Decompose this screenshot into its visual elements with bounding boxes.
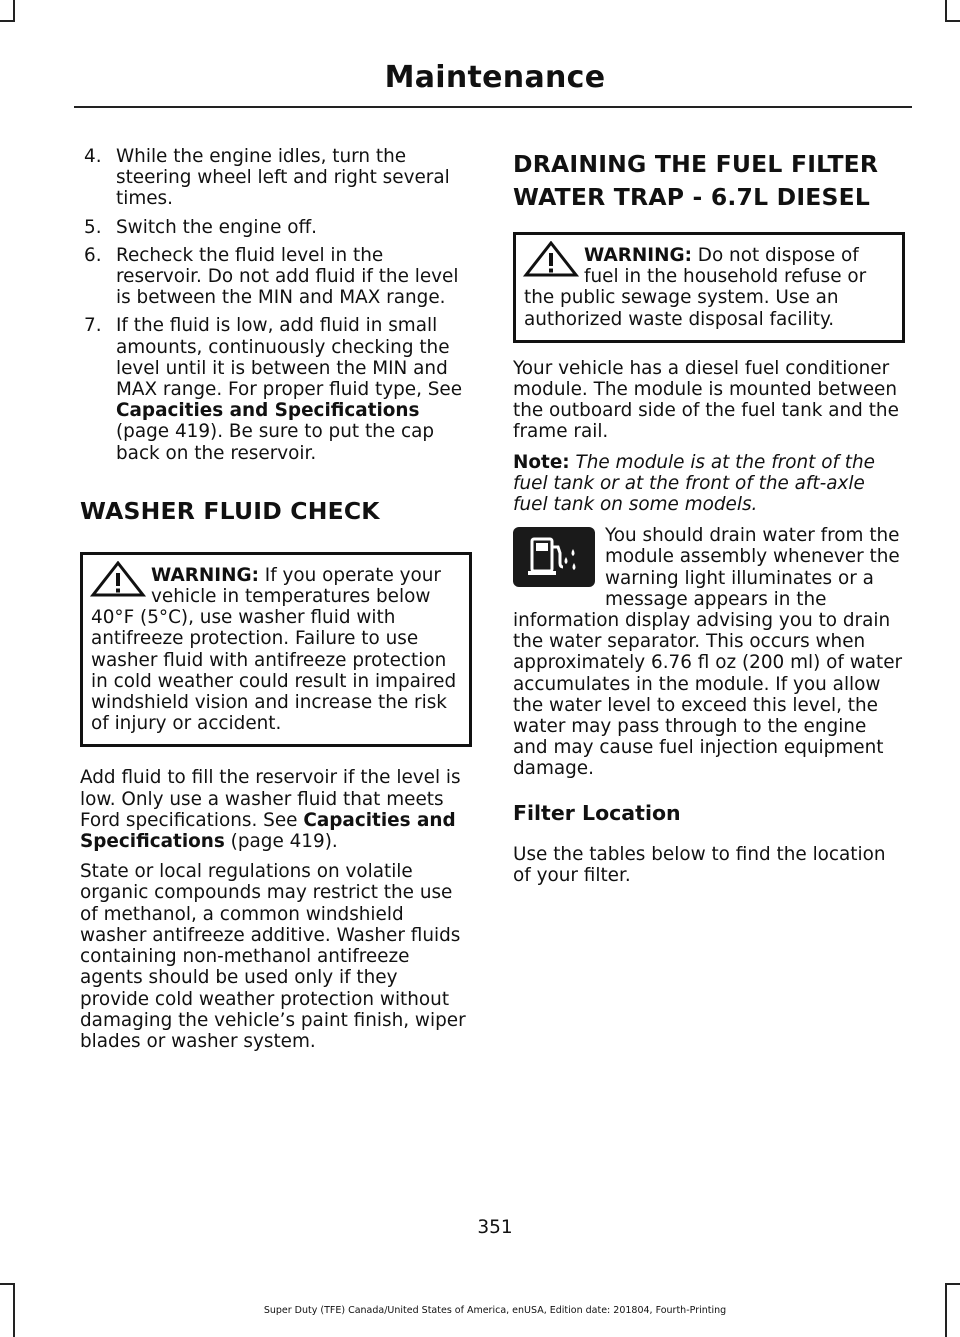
crop-mark-top-left-v bbox=[13, 0, 15, 22]
note-paragraph bbox=[513, 452, 905, 516]
crop-mark-bottom-right-h bbox=[945, 1283, 960, 1285]
crop-mark-bottom-left-h bbox=[0, 1283, 15, 1285]
warning-label: WARNING: bbox=[584, 245, 692, 266]
header-rule bbox=[74, 106, 912, 108]
warning-triangle-icon bbox=[89, 561, 147, 597]
warning-label: WARNING: bbox=[151, 564, 259, 586]
water-in-fuel-icon bbox=[513, 527, 595, 587]
step-5: 5. Switch the engine off. bbox=[84, 216, 318, 238]
page-number: 351 bbox=[477, 1217, 513, 1238]
add-fluid-paragraph: Add fluid to fill the reservoir if the level is low. Only use a washer fluid that meets Ford specifications. See Capacities and Specifications (page 419). bbox=[80, 767, 461, 853]
conditioner-paragraph: Your vehicle has a diesel fuel conditioner module. The module is mounted between the outboard side of the fuel tank and the frame rail. bbox=[513, 357, 899, 443]
filter-location-heading: Filter Location bbox=[513, 800, 681, 825]
steps-list bbox=[80, 146, 472, 464]
washer-fluid-heading: WASHER FLUID CHECK bbox=[80, 496, 380, 525]
fuel-filter-heading-line2: WATER TRAP - 6.7L DIESEL bbox=[513, 183, 871, 211]
step-6: 6. Recheck the fluid level in the reservoir. Do not add fluid if the level is between the MIN and MAX range. bbox=[84, 244, 459, 309]
filter-location-paragraph: Use the tables below to find the location of your filter. bbox=[513, 843, 886, 886]
right-column bbox=[513, 146, 905, 895]
note-text: The module is at the front of the fuel tank or at the front of the aft-axle fuel tank on some models. bbox=[513, 451, 875, 516]
fuel-warning-box bbox=[513, 232, 905, 343]
section-title: Maintenance bbox=[384, 60, 606, 95]
capacities-link-2[interactable]: Capacities and Specifications bbox=[80, 809, 456, 853]
capacities-link[interactable]: Capacities and Specifications bbox=[116, 400, 420, 422]
note-label: Note: bbox=[513, 451, 570, 473]
step-4: 4. While the engine idles, turn the steering wheel left and right several times. bbox=[84, 146, 450, 210]
warning-triangle-icon bbox=[522, 241, 580, 277]
left-column bbox=[80, 146, 472, 1061]
washer-warning-box bbox=[80, 552, 472, 748]
warning-text: Do not dispose of fuel in the household refuse or the public sewage system. Use an authorized waste disposal facility. bbox=[524, 245, 867, 330]
regulations-paragraph: State or local regulations on volatile organic compounds may restrict the use of methanol, a common windshield washer antifreeze additive. Washer fluids containing non-methanol antifreeze agents should be used only if they provide cold weather protection without damaging the vehicle’s paint finish, wiper blades or washer system. bbox=[80, 861, 466, 1052]
warning-text: If you operate your vehicle in temperatures below 40°F (5°C), use washer fluid with antifreeze protection. Failure to use washer fluid with antifreeze protection in cold weather could result in impaired windshield vision and increase the risk of injury or accident. bbox=[91, 564, 457, 735]
crop-mark-top-right-h bbox=[945, 20, 960, 22]
fuel-filter-heading-line1: DRAINING THE FUEL FILTER bbox=[513, 150, 879, 178]
drain-paragraph: You should drain water from the module assembly whenever the warning light illuminates or a message appears in the information display advising you to drain the water separator. This occurs when approximately 6.76 fl oz (200 ml) of water accumulates in the module. If you allow the water level to exceed this level, the water may pass through to the engine and may cause fuel injection equipment damage. bbox=[513, 525, 903, 780]
footer-text: Super Duty (TFE) Canada/United States of America, enUSA, Edition date: 201804, Fourth-Printing bbox=[263, 1305, 727, 1316]
crop-mark-top-right-v bbox=[945, 0, 947, 22]
step-7: 7. If the fluid is low, add fluid in small amounts, continuously checking the level until it is between the MIN and MAX range. For proper fluid type, See Capacities and Specifications (page 419). Be sure to put the cap back on the reservoir. bbox=[84, 315, 463, 464]
crop-mark-top-left-h bbox=[0, 20, 15, 22]
